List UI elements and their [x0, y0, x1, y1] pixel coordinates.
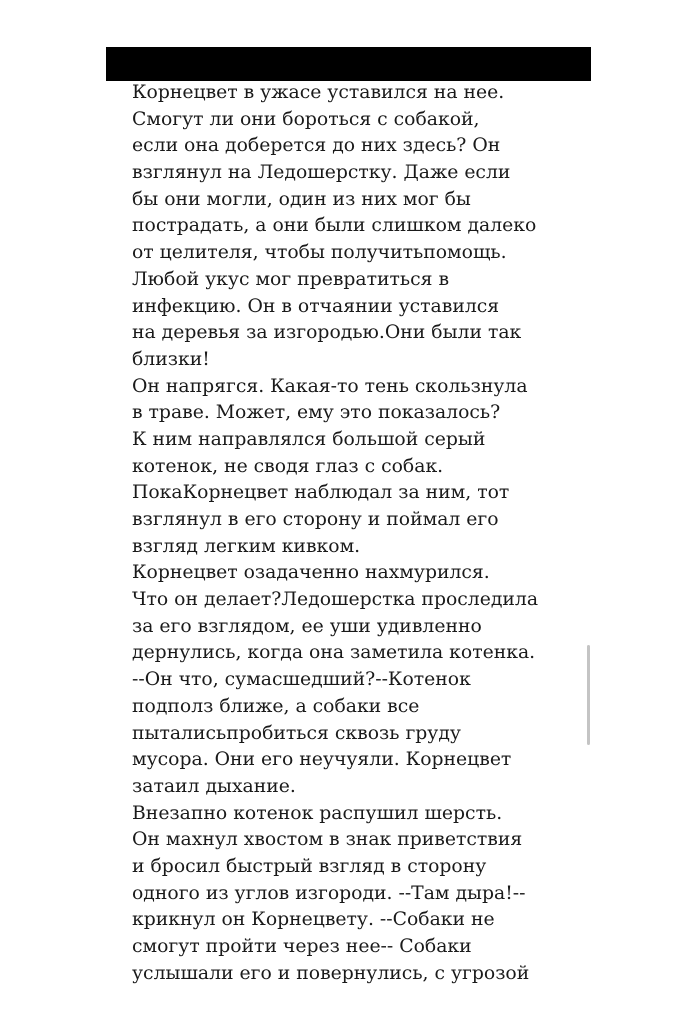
text-line: К ним направлялся большой серый	[132, 428, 486, 450]
text-line: ПокаКорнецвет наблюдал за ним, тот	[132, 482, 510, 504]
text-line: услышали его и повернулись, с угрозой	[132, 962, 530, 984]
scrollbar-thumb[interactable]	[587, 645, 590, 745]
text-line: крикнул он Корнецвету. --Собаки не	[132, 909, 495, 931]
text-line: близки!	[132, 348, 210, 370]
text-line: на деревья за изгородью.Они были так	[132, 322, 522, 344]
text-line: Корнецвет в ужасе уставился на нее.	[132, 82, 505, 103]
text-line: Он махнул хвостом в знак приветствия	[132, 829, 523, 851]
text-line: Любой укус мог превратиться в	[132, 268, 450, 290]
text-line: и бросил быстрый взгляд в сторону	[132, 855, 487, 877]
text-line: затаил дыхание.	[132, 775, 296, 797]
text-line: мусора. Они его неучуяли. Корнецвет	[132, 749, 512, 771]
text-line: смогут пройти через нее-- Собаки	[132, 936, 472, 957]
text-line: одного из углов изгороди. --Там дыра!--	[132, 882, 526, 904]
text-line: Корнецвет озадаченно нахмурился.	[132, 562, 490, 584]
text-line: инфекцию. Он в отчаянии уставился	[132, 295, 500, 317]
text-line: бы они могли, один из них мог бы	[132, 188, 471, 210]
text-line: взгляд легким кивком.	[132, 535, 361, 557]
story-text	[132, 80, 562, 987]
text-line: подполз ближе, а собаки все	[132, 695, 420, 717]
text-line: если она доберется до них здесь? Он	[132, 135, 501, 157]
text-line: котенок, не сводя глаз с собак.	[132, 455, 444, 477]
text-line: Он напрягся. Какая-то тень скользнула	[132, 375, 528, 397]
text-line: дернулись, когда она заметила котенка.	[132, 642, 536, 664]
text-line: в траве. Может, ему это показалось?	[132, 402, 501, 424]
text-line: от целителя, чтобы получитьпомощь.	[132, 242, 507, 264]
redaction-bar	[106, 47, 591, 81]
text-line: --Он что, сумасшедший?--Котенок	[132, 669, 471, 691]
text-line: пыталисьпробиться сквозь груду	[132, 722, 461, 744]
text-line: Что он делает?Ледошерстка проследила	[132, 589, 539, 611]
text-line: за его взглядом, ее уши удивленно	[132, 615, 482, 637]
text-line: Смогут ли они бороться с собакой,	[132, 108, 480, 130]
text-line: пострадать, а они были слишком далеко	[132, 215, 537, 237]
text-line: взглянул в его сторону и поймал его	[132, 509, 499, 530]
text-line: взглянул на Ледошерстку. Даже если	[132, 162, 511, 184]
text-line: Внезапно котенок распушил шерсть.	[132, 802, 503, 824]
